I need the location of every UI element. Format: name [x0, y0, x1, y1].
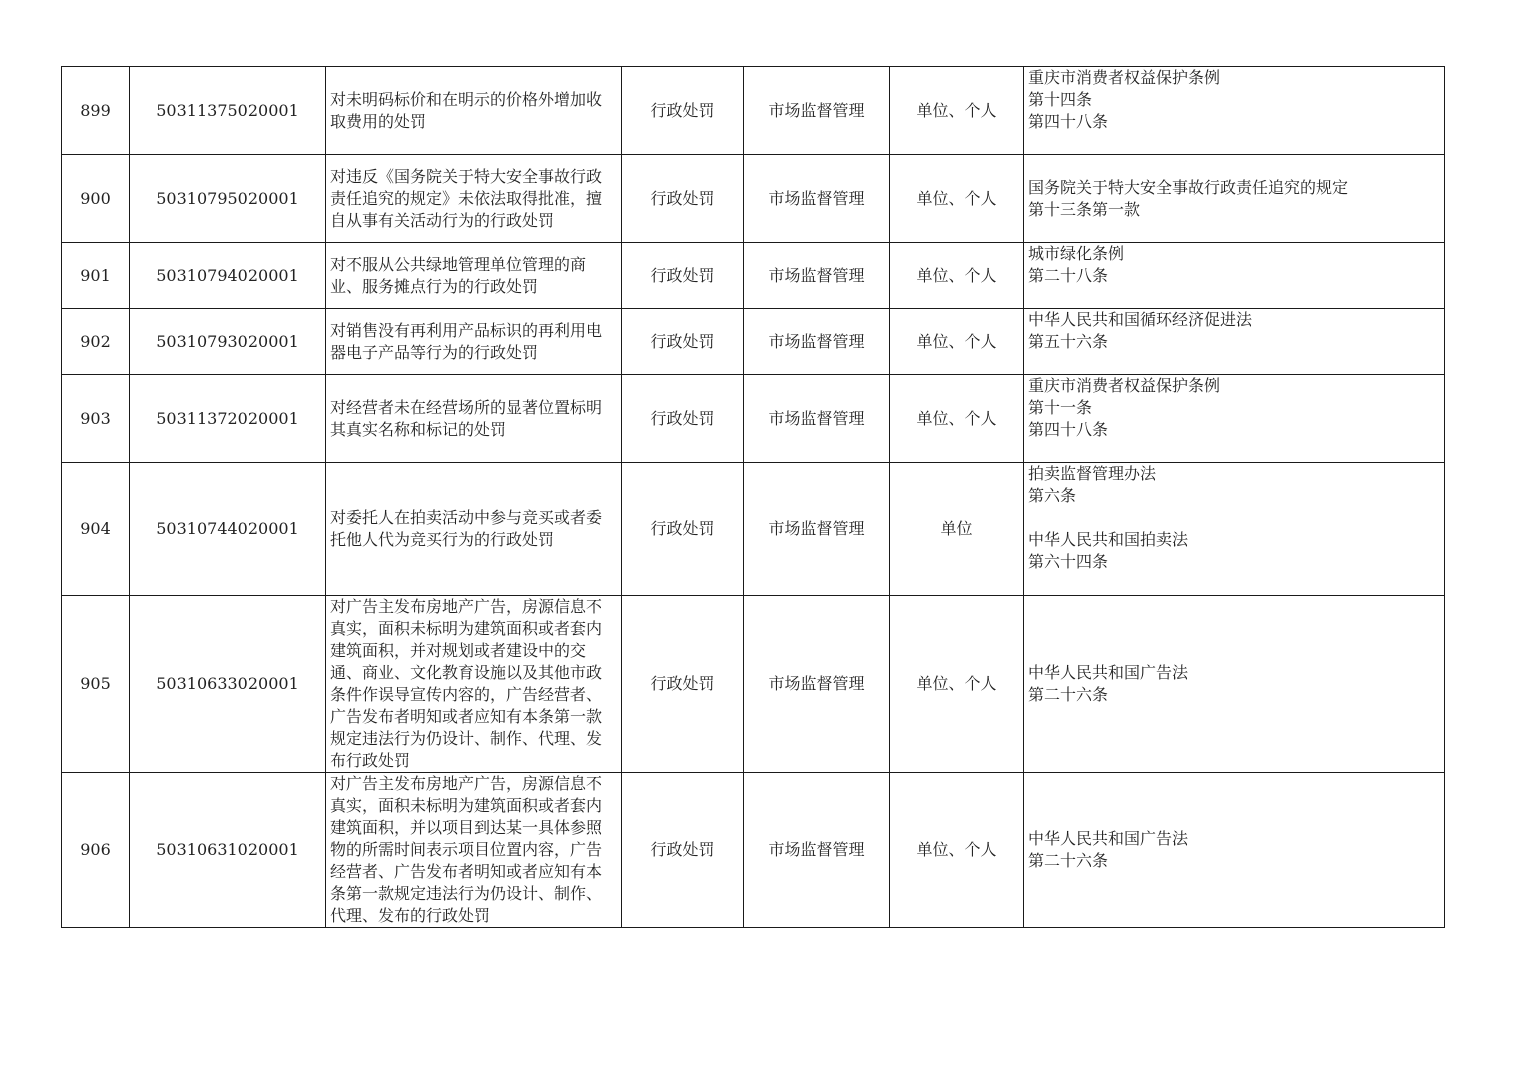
legal-basis-line: 第四十八条 [1028, 112, 1109, 131]
row-number-cell: 900 [62, 155, 130, 243]
item-name-text: 对未明码标价和在明示的价格外增加收取费用的处罚 [330, 89, 603, 131]
row-number-cell: 902 [62, 309, 130, 375]
table-row [62, 243, 1445, 309]
legal-basis-line [1028, 507, 1440, 529]
legal-basis-cell [1024, 243, 1445, 309]
department-cell: 市场监督管理 [744, 155, 890, 243]
department-cell: 市场监督管理 [744, 243, 890, 309]
item-name-cell [326, 155, 622, 243]
legal-basis-cell [1024, 463, 1445, 596]
target-cell: 单位、个人 [890, 596, 1024, 773]
table-body [62, 67, 1445, 928]
table-row [62, 155, 1445, 243]
item-name-cell [326, 773, 622, 928]
row-number-cell: 905 [62, 596, 130, 773]
legal-basis-line: 拍卖监督管理办法 [1028, 464, 1157, 483]
item-name-cell [326, 243, 622, 309]
row-number-cell: 903 [62, 375, 130, 463]
legal-basis-line: 中华人民共和国循环经济促进法 [1028, 310, 1253, 329]
target-cell: 单位、个人 [890, 243, 1024, 309]
legal-basis-line: 第二十六条 [1028, 851, 1109, 870]
item-name-text: 对广告主发布房地产广告，房源信息不真实，面积未标明为建筑面积或者套内建筑面积，并以项目到达某一具体参照物的所需时间表示项目位置内容，广告经营者、广告发布者明知或者应知有本条第一款规定违法行为仍设计、制作、代理、发布的行政处罚 [330, 774, 603, 925]
item-code-cell: 50310795020001 [130, 155, 326, 243]
legal-basis-line: 第二十八条 [1028, 266, 1109, 285]
legal-basis-line: 重庆市消费者权益保护条例 [1028, 68, 1221, 87]
department-cell: 市场监督管理 [744, 375, 890, 463]
department-cell: 市场监督管理 [744, 463, 890, 596]
item-name-text: 对委托人在拍卖活动中参与竞买或者委托他人代为竞买行为的行政处罚 [330, 508, 603, 549]
legal-basis-line: 重庆市消费者权益保护条例 [1028, 376, 1221, 395]
item-code-cell: 50310794020001 [130, 243, 326, 309]
power-type-cell: 行政处罚 [622, 309, 744, 375]
item-name-text: 对违反《国务院关于特大安全事故行政责任追究的规定》未依法取得批准，擅自从事有关活动行为的行政处罚 [330, 166, 603, 230]
legal-basis-line: 国务院关于特大安全事故行政责任追究的规定 [1028, 177, 1349, 197]
target-cell: 单位、个人 [890, 309, 1024, 375]
table-row [62, 375, 1445, 463]
legal-basis-cell [1024, 773, 1445, 928]
legal-basis-line: 第六十四条 [1028, 552, 1109, 571]
item-name-cell [326, 309, 622, 375]
power-type-cell: 行政处罚 [622, 596, 744, 773]
legal-basis-line: 第二十六条 [1028, 685, 1109, 704]
legal-basis-line: 第五十六条 [1028, 332, 1109, 351]
table-row [62, 309, 1445, 375]
power-type-cell: 行政处罚 [622, 243, 744, 309]
row-number-cell: 906 [62, 773, 130, 928]
item-name-text: 对广告主发布房地产广告，房源信息不真实，面积未标明为建筑面积或者套内建筑面积，并对规划或者建设中的交通、商业、文化教育设施以及其他市政条件作误导宣传内容的，广告经营者、广告发布者明知或者应知有本条第一款规定违法行为仍设计、制作、代理、发布行政处罚 [330, 597, 603, 770]
item-code-cell: 50310744020001 [130, 463, 326, 596]
legal-basis-cell [1024, 67, 1445, 155]
department-cell: 市场监督管理 [744, 67, 890, 155]
item-code-cell: 50311375020001 [130, 67, 326, 155]
target-cell: 单位、个人 [890, 375, 1024, 463]
legal-basis-cell [1024, 596, 1445, 773]
target-cell: 单位 [890, 463, 1024, 596]
target-cell: 单位、个人 [890, 67, 1024, 155]
department-cell: 市场监督管理 [744, 309, 890, 375]
power-type-cell: 行政处罚 [622, 773, 744, 928]
power-type-cell: 行政处罚 [622, 463, 744, 596]
item-name-cell [326, 463, 622, 596]
item-name-text: 对不服从公共绿地管理单位管理的商业、服务摊点行为的行政处罚 [330, 254, 587, 296]
power-type-cell: 行政处罚 [622, 67, 744, 155]
item-name-cell [326, 375, 622, 463]
target-cell: 单位、个人 [890, 155, 1024, 243]
legal-basis-line: 第十一条 [1028, 398, 1093, 417]
item-code-cell: 50311372020001 [130, 375, 326, 463]
row-number-cell: 899 [62, 67, 130, 155]
item-code-cell: 50310793020001 [130, 309, 326, 375]
item-name-text: 对销售没有再利用产品标识的再利用电器电子产品等行为的行政处罚 [330, 320, 603, 362]
legal-basis-line: 第十三条第一款 [1028, 199, 1141, 219]
item-name-text: 对经营者未在经营场所的显著位置标明其真实名称和标记的处罚 [330, 397, 603, 439]
power-type-cell: 行政处罚 [622, 155, 744, 243]
row-number-cell: 901 [62, 243, 130, 309]
legal-basis-cell [1024, 309, 1445, 375]
legal-basis-line: 第六条 [1028, 486, 1077, 505]
item-name-cell [326, 596, 622, 773]
table-row [62, 596, 1445, 773]
item-name-cell [326, 67, 622, 155]
legal-basis-line: 第十四条 [1028, 90, 1093, 109]
power-type-cell: 行政处罚 [622, 375, 744, 463]
table-row [62, 773, 1445, 928]
department-cell: 市场监督管理 [744, 596, 890, 773]
legal-basis-line: 城市绿化条例 [1028, 244, 1125, 263]
legal-basis-line: 中华人民共和国拍卖法 [1028, 530, 1189, 549]
table-row [62, 463, 1445, 596]
item-code-cell: 50310631020001 [130, 773, 326, 928]
row-number-cell: 904 [62, 463, 130, 596]
legal-basis-line: 中华人民共和国广告法 [1028, 663, 1189, 682]
item-code-cell: 50310633020001 [130, 596, 326, 773]
department-cell: 市场监督管理 [744, 773, 890, 928]
legal-basis-line: 第四十八条 [1028, 420, 1109, 439]
legal-basis-line: 中华人民共和国广告法 [1028, 829, 1189, 848]
legal-basis-cell [1024, 375, 1445, 463]
legal-basis-cell [1024, 155, 1445, 243]
administrative-penalty-table [61, 66, 1445, 928]
table-row [62, 67, 1445, 155]
target-cell: 单位、个人 [890, 773, 1024, 928]
